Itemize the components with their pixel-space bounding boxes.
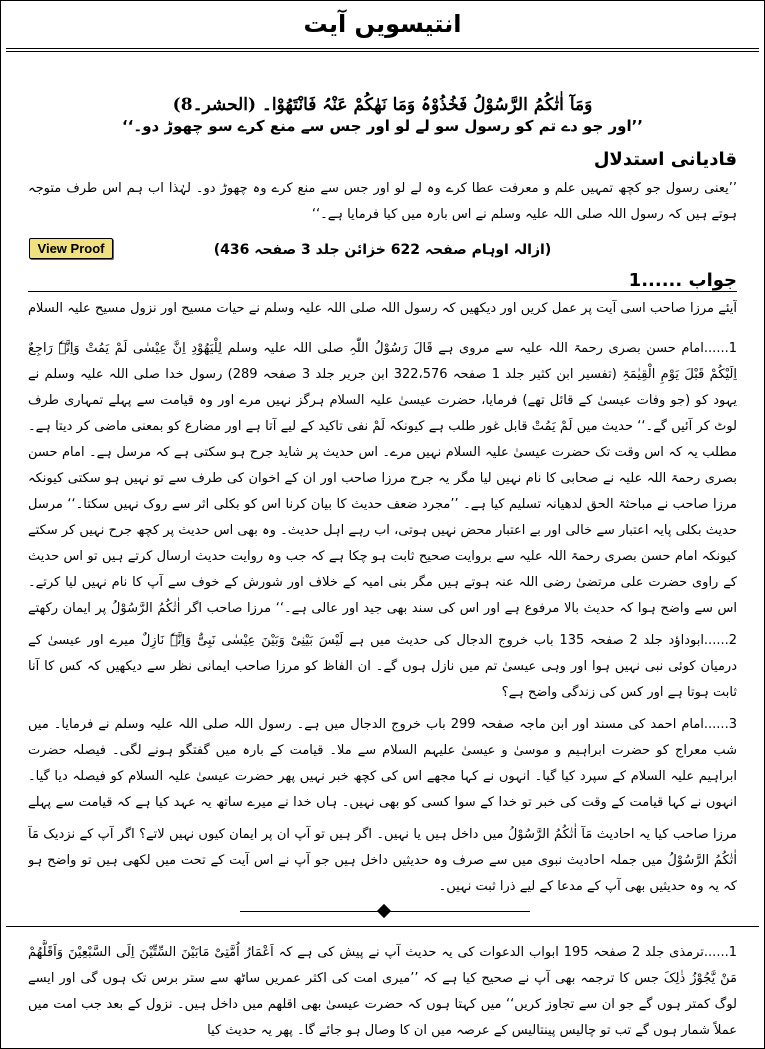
answer-point-3: 3......امام احمد کی مسند اور ابن ماجہ صفحہ 299 باب خروج الدجال میں ہے۔ رسول اللہ صلی اللہ علیہ وسلم نے فرمایا۔ میں شب معراج کو حضرت ابراہیم و موسیٰ و عیسیٰ علیہم السلام سے ملا۔ قیامت کے بارہ میں گفتگو ہونے لگی۔ فیصلہ حضرت ابراہیم علیہ السلام کے سپرد کیا گیا۔ انہوں نے کہا مجھے اس کی کچھ خبر نہیں پھر حضرت عیسیٰ علیہ السلام کو فیصلہ دیا گیا۔ انہوں نے کہا قیامت کے وقت کی خبر تو خدا کے سوا کسی کو بھی نہیں۔ ہاں خدا نے میرے ساتھ یہ عہد کیا ہے کہ قیامت سے پہلے <box>28 717 737 810</box>
answer-rule <box>28 291 737 292</box>
answer-heading: جواب ......1 <box>628 270 737 291</box>
answer-point-1: 1......امام حسن بصری رحمۃ اللہ علیہ سے مروی ہے قَالَ رَسُوْلُ اللّٰہِ صلی اللہ علیہ وسلم لِلْیَھُوْدِ اِنَّ عِیْسٰی لَمْ یَمُتْ وَاِنَّہٗ رَاجِعٌ اِلَیْکُمْ قَبْلَ یَوْمِ الْقِیٰمَۃِ (تفسیر ابن کثیر جلد 1 صفحہ 322،576 ابن جریر جلد 3 صفحہ 289) رسول خدا صلی اللہ علیہ وسلم نے یہود کو (جو وفات عیسیٰ کے قائل تھے) فرمایا، حضرت عیسیٰ علیہ السلام ہرگز نہیں مرے اور وہ قیامت سے پہلے تمہاری طرف لوٹ کر آئیں گے۔‘‘ حدیث میں لَمْ یَمُتْ قابل غور طلب ہے کیونکہ لَمْ نفی تاکید کے لیے آتا ہے اور مضارع کو بمعنی ماضی کر دیتا ہے۔ مطلب یہ کہ اس وقت تک حضرت عیسیٰ علیہ السلام نہیں مرے۔ اس حدیث پر شاید جرح ہو سکتی ہے کہ مرسل ہے۔ امام حسن بصری رحمۃ اللہ علیہ نے صحابی کا نام نہیں لیا مگر یہ جرح مرزا صاحب اور ان کے اخوان کی طرف سے تو نہیں ہو سکتی کیونکہ مرزا صاحب نے مباحثۃ الحق لدھیانہ تسلیم کیا ہے۔ ’’مجرد ضعف حدیث کا بیان کرنا اس کو بکلی اثر سے روک نہیں سکتا۔‘‘ مرسل حدیث بکلی پایہ اعتبار سے خالی اور بے اعتبار محض نہیں ہوتی، اب رہے اہل حدیث۔ وہ بھی اس حدیث پر کچھ جرح نہیں کر سکتے کیونکہ امام حسن بصری رحمۃ اللہ علیہ سے بروایت صحیح ثابت ہو چکا ہے کہ جب وہ روایت حدیث ارسال کرتے ہیں تو اس حدیث کے راوی حضرت علی مرتضیٰ رضی اللہ عنہ ہوتے ہیں مگر بنی امیہ کے خلاف اور شورش کے خوف سے آپ کا نام نہیں لیا کرتے۔ اس سے واضح ہوا کہ حدیث بالا مرفوع ہے اور اس کی سند بھی جید اور عالی ہے۔‘‘ مرزا صاحب اگر اٰتٰکُمُ الرَّسُوْلُ پر ایمان رکھتے <box>28 341 737 616</box>
qadiani-heading: قادیانی استدلال <box>593 149 737 170</box>
verse-translation: ’’اور جو دے تم کو رسول سو لے لو اور جس سے منع کرے سو چھوڑ دو۔‘‘ <box>122 117 643 135</box>
answer-closing: مرزا صاحب کیا یہ احادیث مَآ اٰتٰکُمُ الرَّسُوْلُ میں داخل ہیں یا نہیں۔ اگر ہیں تو آپ ان پر ایمان کیوں نہیں لاتے؟ اگر آپ کے نزدیک مَآ اٰتٰکُمُ الرَّسُوْلُ میں جملہ احادیث نبوی میں سے صرف وہ حدیثیں داخل ہیں جو آپ نے اس آیت کے تحت میں لکھی ہیں تو واضح ہو کہ یہ وہ حدیثیں بھی آپ کے مدعا کے لیے ذرا ثبت نہیں۔ <box>28 827 737 894</box>
diamond-ornament-icon <box>377 904 391 918</box>
verse-arabic: وَمَآ اٰتٰکُمُ الرَّسُوْلُ فَخُذُوْہُ وَمَا نَھٰکُمْ عَنْہُ فَانْتَھُوْا۔ (الحشر۔8) <box>172 95 593 115</box>
qadiani-argument: ’’یعنی رسول جو کچھ تمہیں علم و معرفت عطا کرے وہ لے لو اور جس سے منع کرے وہ چھوڑ دو۔ لہٰذا اب ہم اس طرف متوجہ ہوتے ہیں کہ رسول اللہ صلی اللہ علیہ وسلم نے اس بارہ میں کیا فرمایا ہے۔‘‘ <box>28 181 737 222</box>
footnote-text: 1......ترمذی جلد 2 صفحہ 195 ابواب الدعوات کی یہ حدیث آپ نے پیش کی ہے کہ اَعْمَارُ اُمَّتِیْ مَابَیْنَ السِّتِّیْنَ اِلَی السَّبْعِیْنَ وَاَقَلُّھُمْ مَنْ یَّجُوْزُ ذٰلِکَ جس کا ترجمہ بھی آپ نے صحیح کیا ہے کہ ’’میری امت کی اکثر عمریں ساٹھ سے ستر برس تک ہوں گی اور ایسے لوگ کمتر ہوں گے جو ان سے تجاوز کریں‘‘ میں کہتا ہوں کہ حضرت عیسیٰ بھی اقلھم میں داخل ہیں۔ نزول کے بعد جب امت میں عملاً شمار ہوں گے تب تو چالیس پینتالیس کے عرصہ میں ان کا وصال ہو جائے گا۔ پھر یہ حدیث کیا <box>28 945 737 1038</box>
title-underline <box>6 48 759 49</box>
title-underline-second <box>6 51 759 52</box>
answer-intro: آیئے مرزا صاحب اسی آیت پر عمل کریں اور دیکھیں کہ رسول اللہ صلی اللہ علیہ وسلم نے حیات مسیح اور نزول مسیح علیہ السلام <box>28 301 737 316</box>
footnote-rule <box>6 926 759 927</box>
qadiani-reference: (ازالہ اوہام صفحہ 622 خزائن جلد 3 صفحہ 436) <box>213 242 552 258</box>
page-title: انتیسویں آیت <box>303 10 462 38</box>
answer-point-2: 2......ابوداؤد جلد 2 صفحہ 135 باب خروج الدجال کی حدیث میں ہے لَیْسَ بَیْنِیْ وَبَیْنَ عِیْسٰی نَبِیٌّ وَاِنَّہٗ نَازِلٌ میرے اور عیسیٰ کے درمیان کوئی نبی نہیں ہوا اور وہی عیسیٰ تم میں نازل ہوں گے۔ ان الفاظ کو مرزا صاحب ایمانی نظر سے دیکھیں کہ کس کا آنا ثابت ہوتا ہے اور کس کی زندگی واضح ہے؟ <box>28 633 737 700</box>
section-divider <box>240 905 530 919</box>
view-proof-button[interactable]: View Proof <box>29 238 113 259</box>
